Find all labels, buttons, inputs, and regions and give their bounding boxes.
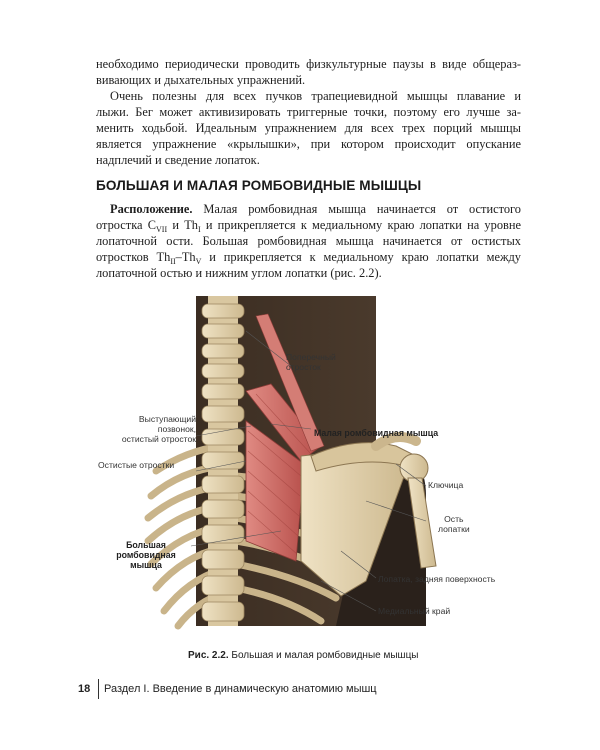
location-paragraph xyxy=(96,201,521,281)
subscript: II xyxy=(170,257,176,266)
text-line: лопаточной остью и нижним углом лопатки (рис. 2.2). xyxy=(96,266,382,280)
label-clavicle: Ключица xyxy=(428,480,464,490)
text-line: менить ходьбой. Идеальным упражнением для всех трех порций мышцы xyxy=(96,121,521,135)
text-line: необходимо периодически проводить физкультурные паузы в виде общераз- xyxy=(96,57,521,71)
label-line: Поперечный xyxy=(286,352,336,362)
label-line: позвонок, xyxy=(157,424,196,434)
label-line: Выступающий xyxy=(138,414,196,424)
text-run: Малая ромбовидная мышца начинается от остистого xyxy=(192,202,521,216)
text-run: и прикрепляется к медиальному краю лопатки на уровне xyxy=(200,218,521,232)
label-line: отросток xyxy=(286,362,321,372)
text-line: вивающих и дыхательных упражнений. xyxy=(96,73,306,87)
anatomy-figure xyxy=(96,296,516,636)
text-run: отростка C xyxy=(96,218,157,232)
label-rhomboid-minor: Малая ромбовидная мышца xyxy=(314,428,439,438)
text-line: лопаточной ости. Большая ромбовидная мышца начинается от остистых xyxy=(96,234,521,248)
label-line: Большая xyxy=(126,540,166,550)
page-footer xyxy=(78,683,377,695)
text-line: лыжи. Бег может активизировать триггерные точки, поэтому его лучше за- xyxy=(96,105,521,119)
label-medial-border: Медиальный край xyxy=(378,606,451,616)
location-label: Расположение. xyxy=(110,202,193,216)
label-scapular-spine xyxy=(438,514,470,534)
text-run: и Th xyxy=(167,218,198,232)
page-number: 18 xyxy=(78,683,91,695)
text-line xyxy=(96,249,521,265)
label-scapula-posterior: Лопатка, задняя поверхность xyxy=(378,574,496,584)
text-run: и прикрепляется к медиальному краю лопатки между xyxy=(201,250,522,264)
text-line: Очень полезны для всех пучков трапециевидной мышцы плавание и xyxy=(110,89,521,103)
subscript: I xyxy=(197,225,201,234)
text-line xyxy=(96,217,521,233)
text-run: –Th xyxy=(175,250,196,264)
exercise-paragraph xyxy=(96,88,521,168)
text-run: отростков Th xyxy=(96,250,171,264)
footer-divider xyxy=(98,679,99,699)
text-line xyxy=(96,201,521,217)
caption-text: Большая и малая ромбовидные мышцы xyxy=(228,650,419,661)
text-line: является упражнение «крылышки», при котором происходит опускание xyxy=(96,137,521,151)
label-spinous-processes: Остистые отростки xyxy=(98,460,175,470)
spinal-column xyxy=(202,296,244,626)
label-line: остистый отросток xyxy=(121,434,196,444)
text-line: надплечий и сведение лопаток. xyxy=(96,153,260,167)
section-heading: БОЛЬШАЯ И МАЛАЯ РОМБОВИДНЫЕ МЫШЦЫ xyxy=(96,178,422,193)
label-line: Ость xyxy=(444,514,464,524)
label-line: лопатки xyxy=(438,524,470,534)
label-transverse-process xyxy=(286,352,336,372)
clavicle xyxy=(376,437,416,446)
caption-label: Рис. 2.2. xyxy=(188,650,229,661)
subscript: VII xyxy=(156,225,168,234)
subscript: V xyxy=(195,257,202,266)
label-rhomboid-major xyxy=(100,540,192,570)
label-prominent-vertebra xyxy=(114,414,196,444)
intro-paragraph xyxy=(96,56,521,88)
figure-caption xyxy=(188,650,418,661)
label-line: ромбовидная мышца xyxy=(116,550,176,570)
section-title: Раздел I. Введение в динамическую анатомию мышц xyxy=(104,683,377,695)
